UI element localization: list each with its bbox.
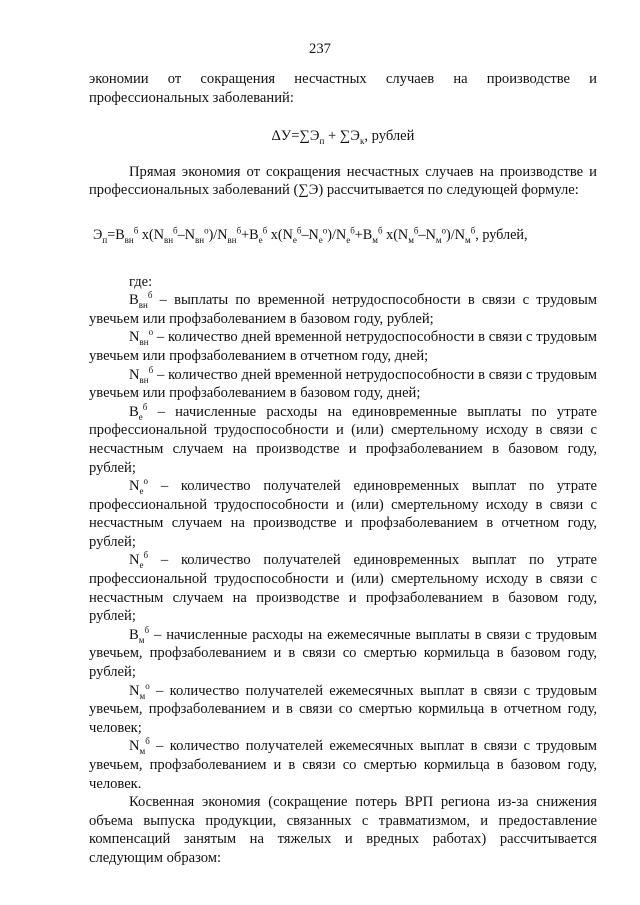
direct-savings-paragraph: Прямая экономия от сокращения несчастных случаев на производстве и профессиональных заболеваний (∑Э) рассчитывается по следующей формуле:: [89, 163, 597, 199]
definition-text: – начисленные расходы на ежемесячные выплаты в связи с трудовым увечьем, профзаболеванием и в связи со смертью кормильца в базовом году, рублей;: [89, 626, 597, 681]
definition-symbol: $N_{вн}^о$: [129, 327, 154, 348]
definition-text: – количество получателей единовременных выплат по утрате профессиональной трудоспособности и (или) смертельному исходу в связи с несчастным случаем на производстве и профзаболеванием в базовом году, рублей;: [89, 552, 597, 625]
indirect-savings-paragraph: Косвенная экономия (сокращение потерь ВРП региона из-за снижения объема выпуска продукции, связанных с травматизмом, и предоставление компенсаций занятым на тяжелых и вредных работах) рассчитывается следующим образом:: [89, 794, 597, 866]
intro-paragraph: экономии от сокращения несчастных случаев на производстве и профессиональных заболеваний:: [89, 71, 597, 106]
definition-symbol: $N_м^о$: [129, 680, 150, 701]
document-body: [89, 70, 597, 868]
definition-item: [89, 477, 597, 551]
definition-text: – количество дней временной нетрудоспособности в связи с трудовым увечьем или профзаболеванием в отчетном году, дней;: [89, 329, 597, 364]
definition-text: – количество получателей единовременных выплат по утрате профессиональной трудоспособности и (или) смертельному исходу в связи с несчастным случаем на производстве и профзаболеванием в отчетном году, рублей;: [89, 478, 597, 550]
definition-item: [89, 682, 597, 738]
where-label: где:: [129, 273, 153, 290]
definition-symbol: $N_{вн}^б$: [129, 364, 154, 385]
definition-item: [89, 366, 597, 403]
definition-symbol: $N_е^б$: [129, 550, 149, 571]
definition-symbol: $В_{вн}^б$: [129, 290, 153, 311]
formula-total-savings: $\Delta У=\sum Э_п + \sum Э_к$, рублей: [271, 128, 415, 147]
definition-item: [89, 626, 597, 682]
definition-item: [89, 737, 597, 793]
definition-text: – количество получателей ежемесячных выплат в связи с трудовым увечьем, профзаболеванием и в связи со смертью кормильца в базовом году, человек.: [89, 738, 597, 792]
definition-item: [89, 403, 597, 477]
definition-text: – начисленные расходы на единовременные выплаты по утрате профессиональной трудоспособности и (или) смертельному исходу в связи с несчастным случаем на производстве и профзаболеванием в базовом году, рублей;: [89, 403, 597, 476]
definitions-list: [89, 291, 597, 793]
definition-text: – количество получателей ежемесячных выплат в связи с трудовым увечьем, профзаболеванием и в связи со смертью кормильца в отчетном году, человек;: [89, 682, 597, 736]
formula-direct-savings: $Э_п=В_{вн}^б$ $х(N_{вн}^б-N_{вн}^о)/N_{вн}^б+В_е^б$ $х(N_е^б-N_е^о)/N_е^б+В_м^б$ $х(N_м^б-N_м^о)/N_м^б$, рублей,: [93, 225, 528, 245]
definition-symbol: $В_е^б$: [129, 401, 148, 422]
definition-item: [89, 551, 597, 625]
definition-text: – количество дней временной нетрудоспособности в связи с трудовым увечьем или профзаболеванием в базовом году, дней;: [89, 366, 597, 402]
page-number: 237: [309, 41, 331, 57]
definition-symbol: $N_м^б$: [129, 736, 150, 757]
definition-symbol: $N_е^о$: [129, 476, 149, 496]
definition-text: – выплаты по временной нетрудоспособности в связи с трудовым увечьем или профзаболеванием в базовом году, рублей;: [89, 292, 597, 327]
definition-item: [89, 291, 597, 328]
definition-item: [89, 328, 597, 365]
definition-symbol: $В_м^б$: [129, 624, 150, 645]
